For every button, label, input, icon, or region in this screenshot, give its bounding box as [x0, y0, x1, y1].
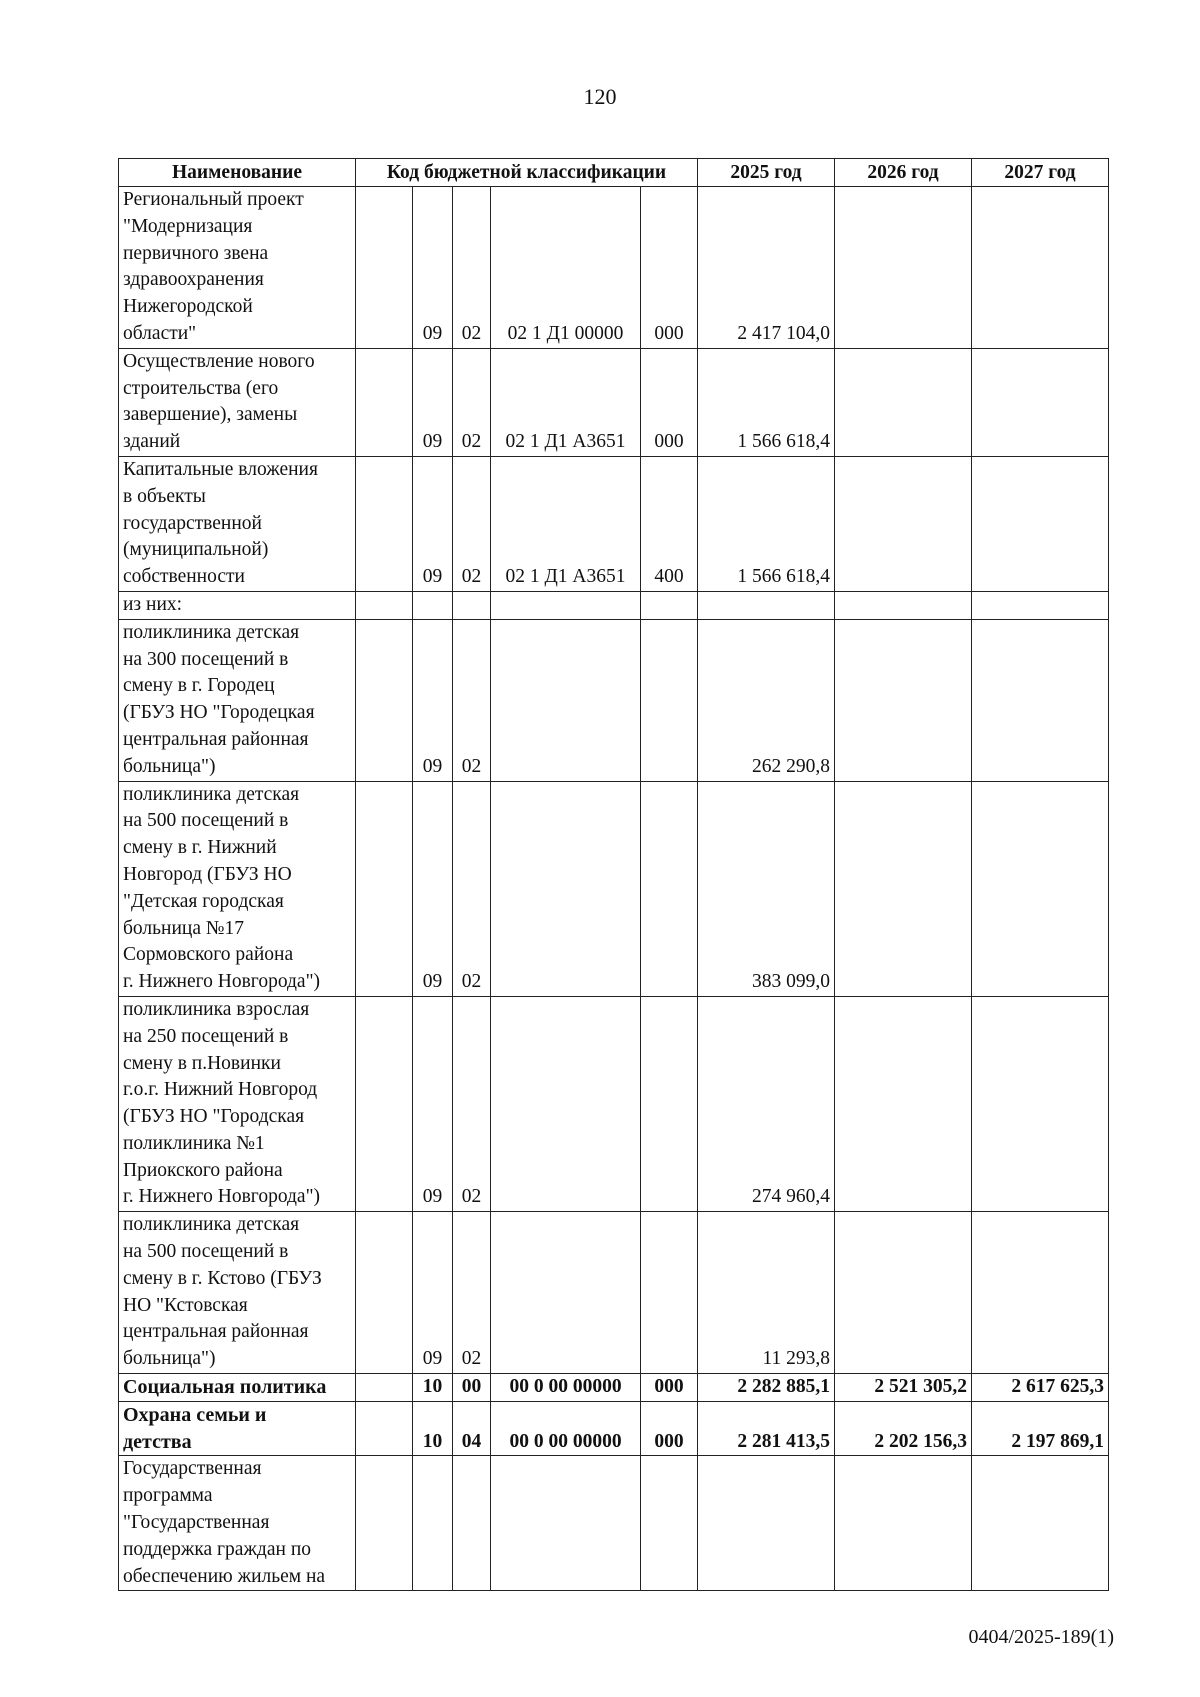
code-section: 09 — [413, 456, 453, 591]
code-target — [491, 1456, 641, 1591]
code-section — [413, 1456, 453, 1591]
code-expense-type: 000 — [641, 348, 698, 456]
value-2025: 274 960,4 — [698, 996, 835, 1211]
code-expense-type — [641, 1212, 698, 1374]
header-2025: 2025 год — [698, 159, 835, 187]
table-row — [119, 619, 1109, 781]
value-2025 — [698, 1456, 835, 1591]
value-2026 — [835, 619, 972, 781]
value-2026: 2 202 156,3 — [835, 1401, 972, 1456]
code-subsection: 02 — [453, 1212, 491, 1374]
value-2025: 2 281 413,5 — [698, 1401, 835, 1456]
code-blank-cell — [356, 1212, 413, 1374]
value-2025: 262 290,8 — [698, 619, 835, 781]
value-2027 — [972, 187, 1109, 349]
code-target — [491, 1212, 641, 1374]
code-blank-cell — [356, 187, 413, 349]
code-subsection: 02 — [453, 619, 491, 781]
code-target — [491, 591, 641, 619]
page-number: 120 — [583, 84, 617, 109]
value-2026 — [835, 187, 972, 349]
row-name: поликлиника детская на 300 посещений в смену в г. Городец (ГБУЗ НО "Городецкая центральная районная больница") — [119, 619, 356, 781]
value-2027: 2 617 625,3 — [972, 1374, 1109, 1402]
code-expense-type: 000 — [641, 1374, 698, 1402]
value-2026 — [835, 348, 972, 456]
value-2027 — [972, 456, 1109, 591]
value-2026 — [835, 781, 972, 996]
table-header-row — [119, 159, 1109, 187]
code-subsection: 02 — [453, 781, 491, 996]
code-blank-cell — [356, 348, 413, 456]
value-2025: 2 417 104,0 — [698, 187, 835, 349]
value-2027 — [972, 781, 1109, 996]
code-target — [491, 781, 641, 996]
table-row — [119, 1401, 1109, 1456]
code-target: 00 0 00 00000 — [491, 1401, 641, 1456]
row-name: поликлиника взрослая на 250 посещений в смену в п.Новинки г.о.г. Нижний Новгород (ГБУЗ НО "Городская поликлиника №1 Приокского района г. Нижнего Новгорода") — [119, 996, 356, 1211]
code-target: 02 1 Д1 А3651 — [491, 348, 641, 456]
row-name: Осуществление нового строительства (его завершение), замены зданий — [119, 348, 356, 456]
table-row — [119, 781, 1109, 996]
row-name: Охрана семьи и детства — [119, 1401, 356, 1456]
value-2026: 2 521 305,2 — [835, 1374, 972, 1402]
table-row — [119, 456, 1109, 591]
value-2026 — [835, 591, 972, 619]
code-expense-type — [641, 781, 698, 996]
code-expense-type — [641, 996, 698, 1211]
code-blank-cell — [356, 781, 413, 996]
code-blank-cell — [356, 1401, 413, 1456]
code-section: 09 — [413, 996, 453, 1211]
value-2027 — [972, 619, 1109, 781]
code-subsection — [453, 591, 491, 619]
row-name: поликлиника детская на 500 посещений в смену в г. Кстово (ГБУЗ НО "Кстовская центральная районная больница") — [119, 1212, 356, 1374]
code-blank-cell — [356, 456, 413, 591]
code-expense-type: 000 — [641, 187, 698, 349]
document-code: 0404/2025-189(1) — [968, 1626, 1114, 1648]
code-expense-type — [641, 591, 698, 619]
code-expense-type — [641, 619, 698, 781]
value-2025: 1 566 618,4 — [698, 348, 835, 456]
code-subsection — [453, 1456, 491, 1591]
row-name: Региональный проект "Модернизация первичного звена здравоохранения Нижегородской области" — [119, 187, 356, 349]
code-section — [413, 591, 453, 619]
value-2027 — [972, 591, 1109, 619]
table-row — [119, 348, 1109, 456]
table-body — [119, 187, 1109, 1591]
value-2027 — [972, 996, 1109, 1211]
code-blank-cell — [356, 996, 413, 1211]
value-2027: 2 197 869,1 — [972, 1401, 1109, 1456]
code-section: 09 — [413, 187, 453, 349]
code-subsection: 02 — [453, 187, 491, 349]
value-2026 — [835, 996, 972, 1211]
table-row — [119, 187, 1109, 349]
code-section: 09 — [413, 781, 453, 996]
code-blank-cell — [356, 1374, 413, 1402]
value-2025: 383 099,0 — [698, 781, 835, 996]
value-2027 — [972, 1212, 1109, 1374]
table-row — [119, 591, 1109, 619]
code-target — [491, 996, 641, 1211]
header-2027: 2027 год — [972, 159, 1109, 187]
code-target — [491, 619, 641, 781]
value-2025: 11 293,8 — [698, 1212, 835, 1374]
code-subsection: 00 — [453, 1374, 491, 1402]
value-2026 — [835, 1456, 972, 1591]
code-expense-type: 000 — [641, 1401, 698, 1456]
table-row — [119, 1456, 1109, 1591]
code-expense-type — [641, 1456, 698, 1591]
value-2026 — [835, 456, 972, 591]
code-expense-type: 400 — [641, 456, 698, 591]
header-2026: 2026 год — [835, 159, 972, 187]
value-2025 — [698, 591, 835, 619]
value-2026 — [835, 1212, 972, 1374]
row-name: Капитальные вложения в объекты государственной (муниципальной) собственности — [119, 456, 356, 591]
value-2025: 1 566 618,4 — [698, 456, 835, 591]
code-target: 00 0 00 00000 — [491, 1374, 641, 1402]
value-2027 — [972, 348, 1109, 456]
code-subsection: 02 — [453, 996, 491, 1211]
row-name: Государственная программа "Государственная поддержка граждан по обеспечению жильем на — [119, 1456, 356, 1591]
code-section: 09 — [413, 1212, 453, 1374]
row-name: поликлиника детская на 500 посещений в смену в г. Нижний Новгород (ГБУЗ НО "Детская городская больница №17 Сормовского района г. Нижнего Новгорода") — [119, 781, 356, 996]
code-target: 02 1 Д1 А3651 — [491, 456, 641, 591]
code-target: 02 1 Д1 00000 — [491, 187, 641, 349]
code-subsection: 02 — [453, 348, 491, 456]
code-subsection: 04 — [453, 1401, 491, 1456]
header-name: Наименование — [119, 159, 356, 187]
row-name: Социальная политика — [119, 1374, 356, 1402]
code-blank-cell — [356, 619, 413, 781]
value-2025: 2 282 885,1 — [698, 1374, 835, 1402]
table-row — [119, 996, 1109, 1211]
code-section: 09 — [413, 619, 453, 781]
table-row — [119, 1374, 1109, 1402]
budget-table — [118, 158, 1109, 1591]
code-section: 10 — [413, 1401, 453, 1456]
header-code: Код бюджетной классификации — [356, 159, 698, 187]
code-section: 10 — [413, 1374, 453, 1402]
table-row — [119, 1212, 1109, 1374]
code-section: 09 — [413, 348, 453, 456]
code-blank-cell — [356, 1456, 413, 1591]
code-blank-cell — [356, 591, 413, 619]
row-name: из них: — [119, 591, 356, 619]
value-2027 — [972, 1456, 1109, 1591]
code-subsection: 02 — [453, 456, 491, 591]
